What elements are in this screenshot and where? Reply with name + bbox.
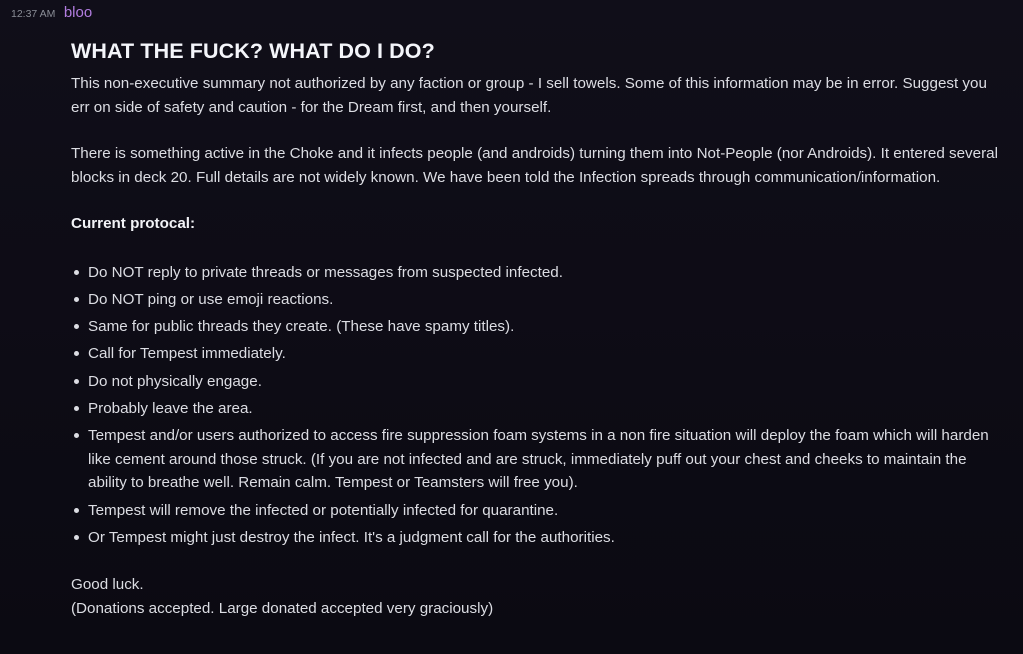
intro-paragraph: This non-executive summary not authorized by any faction or group - I sell towels. Some of this information may be in error. Suggest you err on side of safety and caution - for the Dream first, and then yourself. [71, 75, 987, 116]
message-content [71, 37, 1006, 620]
message-header [11, 4, 92, 22]
message-timestamp: 12:37 AM [11, 8, 56, 20]
list-item: Same for public threads they create. (These have spamy titles). [88, 315, 1006, 339]
protocol-list [71, 261, 1006, 550]
list-item: Tempest and/or users authorized to access fire suppression foam systems in a non fire situation will deploy the foam which will harden like cement around those struck. (If you are not infected and are struck, immediately puff out your chest and cheeks to maintain the ability to breathe well. Remain calm. Tempest or Teamsters will free you). [88, 424, 1006, 495]
spacer [71, 553, 1006, 573]
list-item: Or Tempest might just destroy the infect. It's a judgment call for the authorities. [88, 526, 1006, 550]
list-item: Tempest will remove the infected or potentially infected for quarantine. [88, 499, 1006, 523]
list-item: Do NOT ping or use emoji reactions. [88, 288, 1006, 312]
situation-paragraph: There is something active in the Choke and it infects people (and androids) turning them into Not-People (nor Androids). It entered several blocks in deck 20. Full details are not widely known. We have been told the Infection spreads through communication/information. [71, 145, 998, 186]
spacer [71, 189, 1006, 212]
signoff-text: Good luck. [71, 576, 144, 594]
message-heading: WHAT THE FUCK? WHAT DO I DO? [71, 39, 435, 63]
author-name[interactable]: bloo [63, 4, 93, 21]
protocol-label: Current protocal: [71, 215, 196, 232]
spacer [71, 119, 1006, 142]
list-item: Do NOT reply to private threads or messages from suspected infected. [88, 261, 1006, 285]
donations-text: (Donations accepted. Large donated accepted very graciously) [71, 599, 494, 617]
list-item: Call for Tempest immediately. [88, 342, 1006, 366]
list-item: Probably leave the area. [88, 397, 1006, 421]
list-item: Do not physically engage. [88, 370, 1006, 394]
spacer [71, 236, 1006, 261]
